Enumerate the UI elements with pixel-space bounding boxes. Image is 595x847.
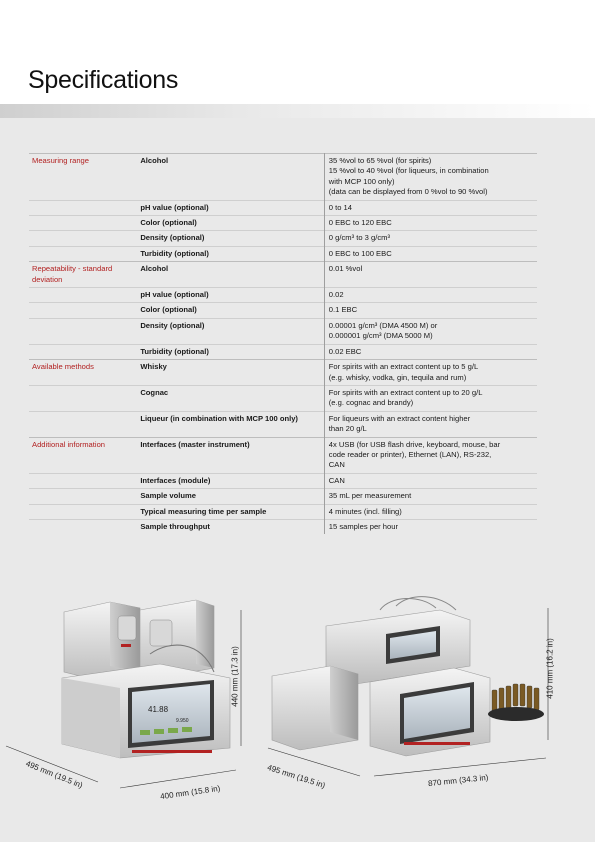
category-cell-empty: [29, 489, 137, 504]
category-cell-empty: [29, 519, 137, 534]
value-line: For spirits with an extract content up to 20 g/L: [328, 387, 483, 397]
table-row: [29, 411, 537, 437]
page-header: [0, 0, 595, 118]
value-line: 35 %vol to 65 %vol (for spirits): [328, 156, 432, 165]
property-label: Sample throughput: [140, 521, 210, 531]
property-value: [324, 303, 537, 318]
table-row: [29, 473, 537, 488]
property-value: [324, 344, 537, 359]
property-value: [324, 262, 537, 288]
property-value: [324, 200, 537, 215]
instruments-drawing: [0, 580, 595, 842]
value-line: (e.g. cognac and brandy): [328, 398, 414, 408]
property-label: Typical measuring time per sample: [140, 506, 267, 516]
value-line: 4x USB (for USB flash drive, keyboard, mouse, bar: [328, 439, 501, 449]
property-value: [324, 489, 537, 504]
property-value: [324, 473, 537, 488]
property-label: pH value (optional): [140, 202, 209, 212]
property-label: Interfaces (master instrument): [140, 439, 250, 449]
category-cell-empty: [29, 231, 137, 246]
value-line: CAN: [328, 475, 345, 485]
table-row: [29, 489, 537, 504]
category-label: Additional information: [32, 439, 106, 449]
value-line: 0 to 14: [328, 202, 353, 212]
category-label: Measuring range: [32, 156, 89, 165]
property-label: Alcohol: [140, 156, 169, 165]
table-row: [29, 385, 537, 411]
property-value: [324, 437, 537, 473]
property-value: [324, 504, 537, 519]
category-cell-empty: [29, 200, 137, 215]
property-label: Cognac: [140, 387, 169, 397]
category-cell-empty: [29, 288, 137, 303]
value-line: 0.000001 g/cm³ (DMA 5000 M): [328, 331, 433, 341]
screen-subreading: 9.950: [176, 718, 189, 724]
property-value: [324, 360, 537, 386]
value-line: 0 g/cm³ to 3 g/cm³: [328, 233, 390, 243]
value-line: code reader or printer), Ethernet (LAN), RS-232,: [328, 449, 492, 459]
table-row: [29, 231, 537, 246]
table-row: [29, 303, 537, 318]
value-line: 15 samples per hour: [328, 521, 399, 531]
table-row: [29, 437, 537, 473]
value-line: 0.1 EBC: [328, 305, 358, 315]
property-value: [324, 231, 537, 246]
value-line: 0.02 EBC: [328, 346, 362, 356]
header-divider: [0, 104, 595, 118]
table-row: [29, 318, 537, 344]
category-label: Available methods: [32, 362, 94, 372]
right-instrument: [272, 597, 544, 756]
property-label: Density (optional): [140, 320, 205, 330]
product-illustration: [0, 580, 595, 842]
value-line: For spirits with an extract content up to 5 g/L: [328, 362, 479, 372]
left-height-label: 440 mm (17.3 in): [230, 646, 240, 707]
page-title: Specifications: [28, 66, 179, 94]
table-row: [29, 262, 537, 288]
property-value: [324, 411, 537, 437]
property-label: Whisky: [140, 362, 167, 372]
property-value: [324, 318, 537, 344]
property-value: [324, 216, 537, 231]
right-depth-label: 495 mm (19.5 in): [266, 762, 327, 791]
left-width-label: 400 mm (15.8 in): [159, 783, 221, 802]
value-line: 35 mL per measurement: [328, 491, 412, 501]
category-cell-empty: [29, 411, 137, 437]
table-row: [29, 200, 537, 215]
table-row: [29, 154, 537, 201]
value-line: CAN: [328, 460, 345, 470]
table-row: [29, 504, 537, 519]
property-label: Alcohol: [140, 264, 169, 274]
specifications-table: [29, 153, 537, 534]
table-row: [29, 344, 537, 359]
property-label: Interfaces (module): [140, 475, 211, 485]
category-cell-empty: [29, 473, 137, 488]
property-label: Liqueur (in combination with MCP 100 only): [140, 413, 298, 423]
table-row: [29, 519, 537, 534]
category-cell-empty: [29, 504, 137, 519]
property-value: [324, 246, 537, 261]
value-line: (e.g. whisky, vodka, gin, tequila and rum): [328, 372, 467, 382]
value-line: For liqueurs with an extract content higher: [328, 413, 471, 423]
category-cell-empty: [29, 318, 137, 344]
value-line: 0.01 %vol: [328, 264, 363, 274]
category-cell-empty: [29, 303, 137, 318]
category-cell-empty: [29, 385, 137, 411]
property-value: [324, 519, 537, 534]
value-line: 4 minutes (incl. filling): [328, 506, 402, 516]
property-label: Density (optional): [140, 233, 205, 243]
category-cell-empty: [29, 216, 137, 231]
category-label: Repeatability - standard deviation: [32, 264, 113, 284]
value-line: 0.00001 g/cm³ (DMA 4500 M) or: [328, 320, 438, 330]
table-row: [29, 288, 537, 303]
category-cell-empty: [29, 344, 137, 359]
left-instrument: [62, 600, 230, 758]
property-label: Sample volume: [140, 491, 197, 501]
left-depth-label: 495 mm (19.5 in): [24, 759, 84, 790]
right-height-label: 410 mm (16.2 in): [545, 638, 555, 699]
property-label: Color (optional): [140, 305, 197, 315]
table-row: [29, 360, 537, 386]
property-value: [324, 385, 537, 411]
value-line: with MCP 100 only): [328, 176, 395, 186]
property-label: Turbidity (optional): [140, 346, 209, 356]
value-line: 0 EBC to 120 EBC: [328, 218, 392, 228]
property-label: Turbidity (optional): [140, 248, 209, 258]
value-line: (data can be displayed from 0 %vol to 90 %vol): [328, 187, 488, 197]
value-line: 15 %vol to 40 %vol (for liqueurs, in combination: [328, 166, 489, 176]
table-row: [29, 246, 537, 261]
value-line: 0.02: [328, 290, 344, 300]
screen-reading: 41.88: [148, 705, 169, 714]
table-row: [29, 216, 537, 231]
category-cell-empty: [29, 246, 137, 261]
property-label: pH value (optional): [140, 290, 209, 300]
property-value: [324, 288, 537, 303]
property-value: [324, 154, 537, 201]
value-line: than 20 g/L: [328, 424, 367, 434]
right-width-label: 870 mm (34.3 in): [427, 772, 489, 789]
property-label: Color (optional): [140, 218, 197, 228]
value-line: 0 EBC to 100 EBC: [328, 248, 392, 258]
